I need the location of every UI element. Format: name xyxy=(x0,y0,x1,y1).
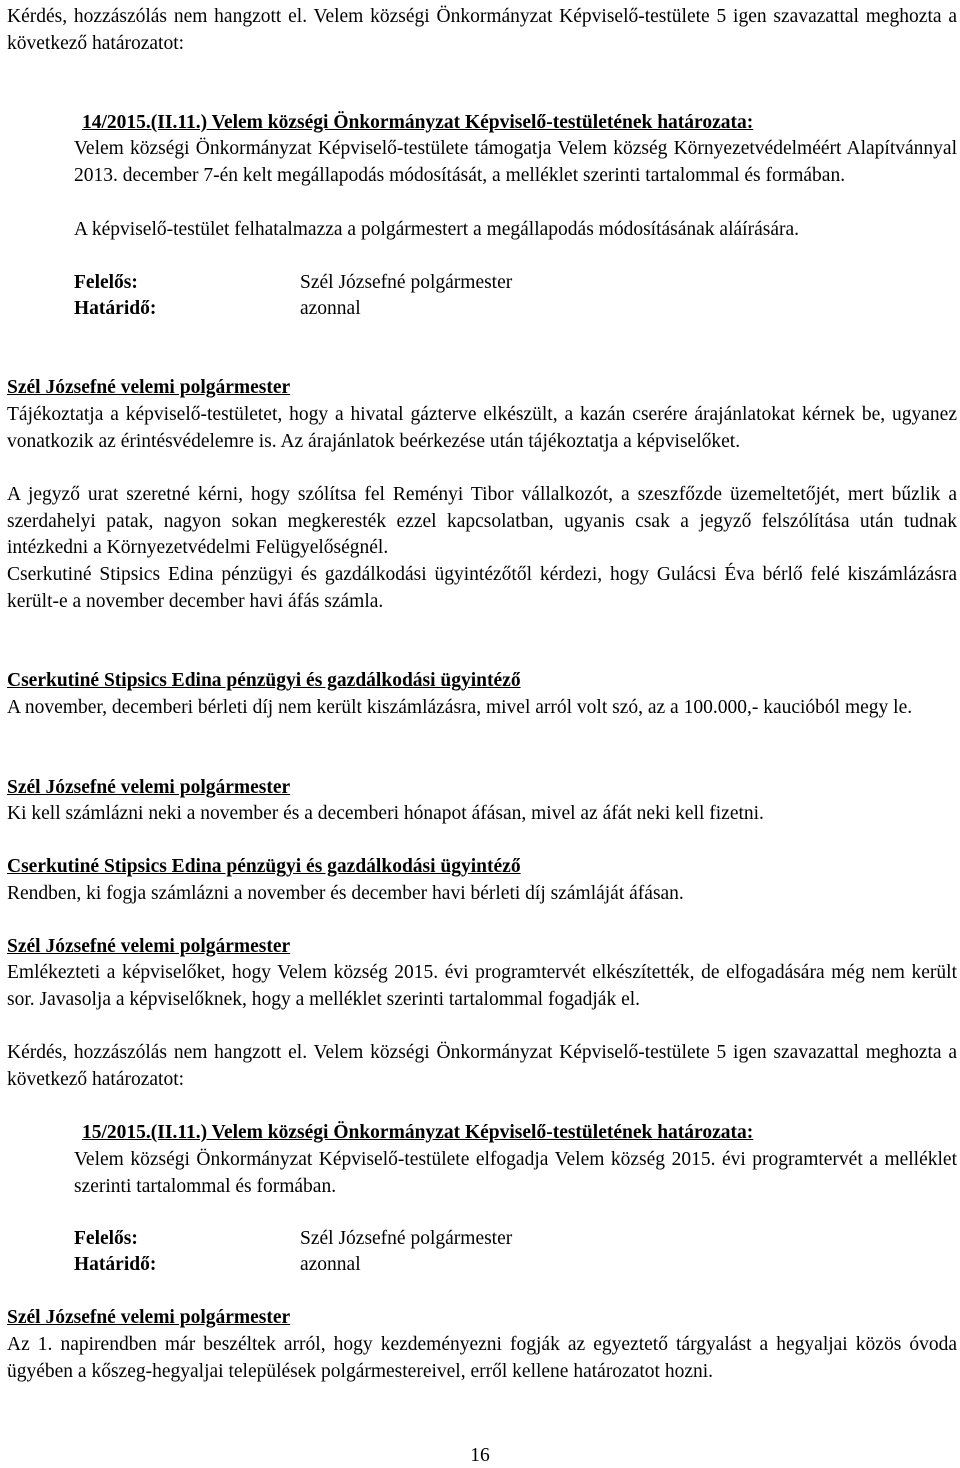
speaker-heading: Cserkutiné Stipsics Edina pénzügyi és gazdálkodási ügyintéző xyxy=(7,670,521,691)
speech-paragraph: Emlékezteti a képviselőket, hogy Velem község 2015. évi programtervét elkészítették, de elfogadására még nem került sor. Javasolja a képviselőknek, hogy a melléklet szerinti tartalommal fogadják el. xyxy=(7,962,957,1010)
deadline-value: azonnal xyxy=(300,298,361,319)
vote-intro-paragraph: Kérdés, hozzászólás nem hangzott el. Velem községi Önkormányzat Képviselő-testülete 5 igen szavazattal meghozta a következő határozatot: xyxy=(7,6,957,54)
responsible-value: Szél Józsefné polgármester xyxy=(300,272,513,293)
deadline-label: Határidő: xyxy=(74,1254,157,1275)
speech-paragraph: Cserkutiné Stipsics Edina pénzügyi és gazdálkodási ügyintézőtől kérdezi, hogy Gulácsi Éva bérlő felé kiszámlázásra került-e a november december havi áfás számla. xyxy=(7,564,957,612)
speech-paragraph: A november, decemberi bérleti díj nem került kiszámlázásra, mivel arról volt szó, az a 100.000,- kaucióból megy le. xyxy=(7,697,913,718)
speaker-heading: Cserkutiné Stipsics Edina pénzügyi és gazdálkodási ügyintéző xyxy=(7,856,521,877)
deadline-label: Határidő: xyxy=(74,298,157,319)
page-number: 16 xyxy=(470,1445,490,1466)
resolution-title: 15/2015.(II.11.) Velem községi Önkormányzat Képviselő-testületének határozata: xyxy=(82,1122,754,1143)
responsible-label: Felelős: xyxy=(74,1228,138,1249)
speaker-heading: Szél Józsefné velemi polgármester xyxy=(7,377,291,398)
speech-paragraph: Ki kell számlázni neki a november és a decemberi hónapot áfásan, mivel az áfát neki kell fizetni. xyxy=(7,803,764,824)
speech-paragraph: Tájékoztatja a képviselő-testületet, hogy a hivatal gázterve elkészült, a kazán cserére árajánlatokat kérnek be, ugyanez vonatkozik az érintésvédelemre is. Az árajánlatok beérkezése után tájékoztatja a képviselőket. xyxy=(7,404,957,452)
deadline-value: azonnal xyxy=(300,1254,361,1275)
speaker-heading: Szél Józsefné velemi polgármester xyxy=(7,777,291,798)
speech-paragraph: Rendben, ki fogja számlázni a november és december havi bérleti díj számláját áfásan. xyxy=(7,883,684,904)
resolution-body: Velem községi Önkormányzat Képviselő-testülete támogatja Velem község Környezetvédelméért Alapítvánnyal 2013. december 7-én kelt megállapodás módosítását, a melléklet szerinti tartalommal és formában. xyxy=(74,138,957,186)
resolution-authorization: A képviselő-testület felhatalmazza a polgármestert a megállapodás módosításának aláírására. xyxy=(74,219,799,240)
speaker-heading: Szél Józsefné velemi polgármester xyxy=(7,936,291,957)
vote-intro-paragraph: Kérdés, hozzászólás nem hangzott el. Velem községi Önkormányzat Képviselő-testülete 5 igen szavazattal meghozta a következő határozatot: xyxy=(7,1042,957,1090)
resolution-title: 14/2015.(II.11.) Velem községi Önkormányzat Képviselő-testületének határozata: xyxy=(82,112,754,133)
speech-paragraph: A jegyző urat szeretné kérni, hogy szólítsa fel Reményi Tibor vállalkozót, a szeszfőzde üzemeltetőjét, mert bűzlik a szerdahelyi patak, nagyon sokan megkeresték ezzel kapcsolatban, ugyanis csak a jegyző felszólítása után tudnak intézkedni a Környezetvédelmi Felügyelőségnél. xyxy=(7,484,957,559)
responsible-label: Felelős: xyxy=(74,272,138,293)
responsible-value: Szél Józsefné polgármester xyxy=(300,1228,513,1249)
speech-paragraph: Az 1. napirendben már beszéltek arról, hogy kezdeményezni fogják az egyeztető tárgyalást a hegyaljai közös óvoda ügyében a kőszeg-hegyaljai települések polgármestereivel, erről kellene határozatot hozni. xyxy=(7,1334,957,1382)
resolution-body: Velem községi Önkormányzat Képviselő-testülete elfogadja Velem község 2015. évi programtervét a melléklet szerinti tartalommal és formában. xyxy=(74,1149,957,1197)
speaker-heading: Szél Józsefné velemi polgármester xyxy=(7,1307,291,1328)
